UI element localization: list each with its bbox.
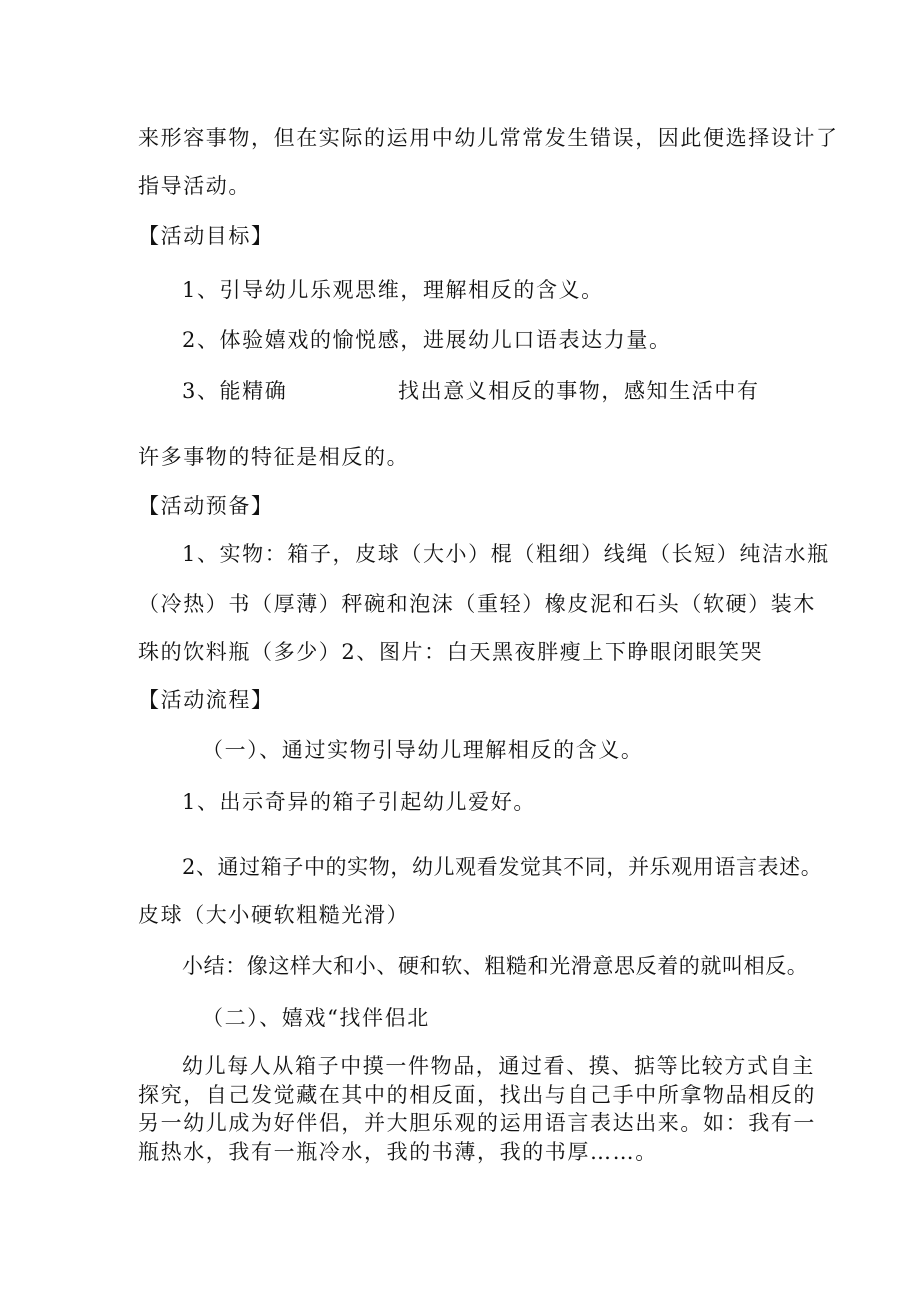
goal-item-1: 1、引导幼儿乐观思维，理解相反的含义。 [182,278,604,302]
process-heading: 【活动流程】 [138,688,274,712]
goals-heading: 【活动目标】 [138,224,274,248]
goal-item-2: 2、体验嬉戏的愉悦感，进展幼儿口语表达力量。 [182,328,672,352]
step-2-title: （二）、嬉戏“找伴侣北 [202,1006,430,1030]
prep-line-3: 珠的饮料瓶（多少）2、图片：白天黑夜胖瘦上下睁眼闭眼笑哭 [138,640,764,664]
step-1-item-2-example: 皮球（大小硬软粗糙光滑） [138,903,410,927]
prep-heading: 【活动预备】 [138,494,274,518]
goal-item-3-continuation: 许多事物的特征是相反的。 [138,445,410,469]
step-2-paragraph-line-2: 探究，自己发觉藏在其中的相反面，找出与自己手中所拿物品相反的 [138,1083,816,1107]
step-1-summary: 小结：像这样大和小、硬和软、粗糙和光滑意思反着的就叫相反。 [182,954,809,978]
goal-item-3-part-1: 3、能精确 [182,379,288,403]
step-1-item-2: 2、通过箱子中的实物，幼儿观看发觉其不同，并乐观用语言表述。 [182,855,823,879]
step-2-paragraph-line-1: 幼儿每人从箱子中摸一件物品，通过看、摸、掂等比较方式自主 [182,1054,815,1078]
prep-line-1: 1、实物：箱子，皮球（大小）棍（粗细）线绳（长短）纯洁水瓶 [182,542,830,566]
step-1-title: （一）、通过实物引导幼儿理解相反的含义。 [202,738,644,762]
step-2-paragraph-line-4: 瓶热水，我有一瓶冷水，我的书薄，我的书厚……。 [138,1140,658,1164]
prep-line-2: （冷热）书（厚薄）秤碗和泡沫（重轻）橡皮泥和石头（软硬）装木 [138,592,816,616]
intro-line-2: 指导活动。 [138,174,251,198]
step-1-item-1: 1、出示奇异的箱子引起幼儿爱好。 [182,790,536,814]
intro-line-1: 来形容事物，但在实际的运用中幼儿常常发生错误，因此便选择设计了 [138,126,839,150]
goal-item-3-part-2: 找出意义相反的事物，感知生活中有 [398,379,760,403]
step-2-paragraph-line-3: 另一幼儿成为好伴侣，并大胆乐观的运用语言表达出来。如：我有一 [138,1111,816,1135]
